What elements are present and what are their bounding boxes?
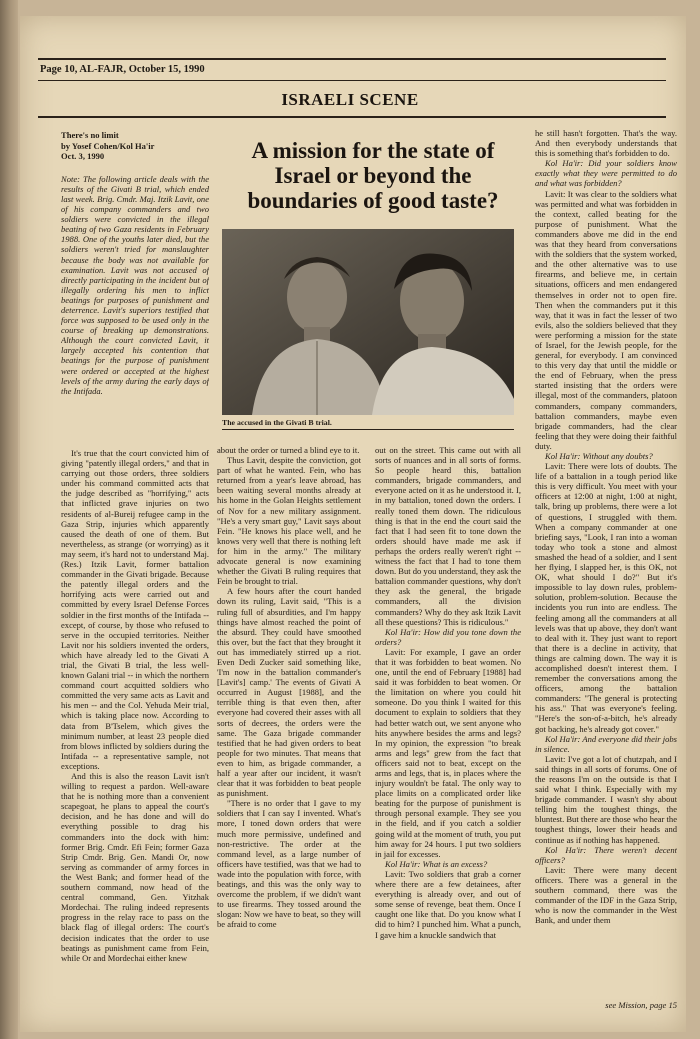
interview-question: Kol Ha'ir: How did you tone down the orders? <box>375 626 521 647</box>
top-rule <box>38 58 666 60</box>
interview-question: Kol Ha'ir: Did your soldiers know exactly what they were permitted to do and what was forbidden? <box>535 158 677 189</box>
interview-question: Kol Ha'ir: There weren't decent officers? <box>535 844 677 865</box>
continued-jump-line: see Mission, page 15 <box>605 1000 677 1010</box>
interview-answer: Lavit: There were many decent officers. There was a general in the southern command, there was the commander of the IDF in the Gaza Strip, who is now the commander in the West Bank, and under them <box>535 864 677 926</box>
interview-question: Kol Ha'ir: What is an excess? <box>385 858 488 869</box>
body-paragraph: out on the street. This came out with all sorts of nuances and in all sorts of forms. So people heard this, battalion commanders, brigade commanders, and everyone acted on it as he understood it. I, in my battalion, toned down the orders. I really toned them down. The ridiculous thing is that in the end the court said the fact that I had seen fit to tone down the orders should have made me ask if perhaps the orders really weren't right -- witness the fact that I had to tone them down. But do you understand, they ask the battalion commander questions, why don't they ask the general, the brigade commanders, all the division commanders? Why do they ask Itzik Lavit all these questions? This is ridiculous." <box>375 445 521 627</box>
interview-answer: Lavit: It was clear to the soldiers what was permitted and what was forbidden in the context, called beating for the purpose of punishment. What the commanders above me did in the end was that they heard from conversations with the soldiers that the system worked, and the other alternative was to use firearms, and believe me, in certain situations, officers and men endangered themselves in order not to open fire. Then when the commanders put it this way, that it was in fact the lesser of two evils, also the soldiers believed that they were performing a mission for the state of Israel, for the Jewish people, for the general, for everybody. I am convinced to this very day that until the middle or the end of February, when the press started insisting that the orders were illegal, most of the commanders, platoon commanders, company commanders, battalion commanders, maybe even brigade commanders, had the clear feeling that they were doing their faithful duty. <box>535 188 677 451</box>
body-column-4 <box>535 128 677 1000</box>
body-paragraph: "There is no order that I gave to my soldiers that I can say I invented. What's more, I toned down orders that were much more permissive, undefined and non-restrictive. The order at the command level, as a large number of officers have testified, was that we had to wade into the population with force, with beatings, and this was the only way to overcome the problem, if we didn't want to use firearms. They tossed around the slogan: Now we have to beat, so they will be afraid to come <box>217 798 361 930</box>
interview-question: Kol Ha'ir: And everyone did their jobs in silence. <box>535 733 677 754</box>
interview-answer: Lavit: I've got a lot of chutzpah, and I said things in all sorts of forums. One of the reasons I'm on the outside is that I said what I think. Especially with my brigade commander. I wasn't shy about telling him the toughest things, the bluntest. But there are those who hear the toughest things, lower their heads and continue as if nothing has happened. <box>535 753 677 845</box>
byline-date: Oct. 3, 1990 <box>61 151 105 162</box>
intro-column <box>61 130 209 438</box>
body-column-1 <box>61 448 209 1010</box>
editor-note: Note: The following article deals with the results of the Givati B trial, which ended last week. Brig. Cmdr. Maj. Itzik Lavit, one of his company commanders and two soldiers were convicted in the illegal beating of two Gaza residents in February 1988. One of the youths later died, but the soldiers weren't tried for manslaughter because the body was not available for examination. Lavit was not accused of directly participating in the incident but of illegally ordering his men to inflict beatings for purposes of punishment and deterrence. Lavit's superiors testified that force was supposed to be used only in the course of breaking up demonstrations. Although the court convicted Lavit, it largely accepted his contention that beatings for the purpose of punishment were ordered or accepted at the highest levels of the army during the early days of the Intifada. <box>61 173 209 396</box>
headline: A mission for the state of Israel or beyond the boundaries of good taste? <box>247 138 499 213</box>
body-column-3 <box>375 445 521 1010</box>
interview-answer: Lavit: There were lots of doubts. The life of a battalion in a tough period like this is very difficult. You meet with your officers at 12:00 at night, 1:00 at night, talk, bring up problems, there were a lot of questions, I struggled with them. When a company commander at one briefing says, "Look, I ran into a woman today who took a stone and almost smashed the head of a soldier, and I sent her flying, I slapped her, is this OK, not OK, what should I do?" But it's impossible to lay down rules, problem-solution, problem-solution. Because the incidents you run into are endless. The feeling among all the commanders at all levels was that up above, they don't want to deal with it. They just want to report that there is a decline in activity, that things are calming down. The way it is accomplished doesn't interest them. I remember the conversations among the officers, among the battalion commanders: "The general is protecting his ass." That was everyone's feeling. "Here's the son-of-a-bitch, he's already got backing, he's already got cover." <box>535 461 677 734</box>
caption-rule <box>222 429 514 430</box>
header-rule <box>38 80 666 81</box>
interview-answer: Lavit: For example, I gave an order that it was forbidden to beat women. No one, until the end of February [1988] had said it was forbidden to beat women. Or the limitation on where you could hit someone. Do you think I waited for this document to explain to soldiers that they had better watch out, we sent anyone who hits anywhere besides the arms and legs? In my opinion, the expression "to break arms and legs" grew from the fact that officers said not to beat, except on the arms and legs, that is, in places where the injury wouldn't be fatal. The only way to place limits on a complicated order like beating for the purpose of punishment is through personal example. They see you in the field, and if you catch a soldier going wild at the moment of truth, you put him away for 24 hours. I put two soldiers in jail for excesses. <box>375 646 521 859</box>
body-paragraph: A few hours after the court handed down its ruling, Lavit said, "This is a ruling full of absurdities, and I'm happy things have almost reached the point of the absurd. They could have smoothed this over, but the fact that they brought it out has immediately stirred up a riot. Even Dedi Zucker said something like, 'I'm now in the battalion commander's [Lavit's] camp.' The events of Givati A occurred in August [1988], and the terrible thing is that even then, after everyone had covered their asses with all sorts of decrees, the orders were the same. The Gaza brigade commander testified that he had given orders to beat people for two minutes. That means that even to him, as brigade commander, a half a year after our incident, it wasn't clear that it was forbidden to beat people as punishment. <box>217 586 361 799</box>
page-header: Page 10, AL-FAJR, October 15, 1990 <box>40 64 205 75</box>
photo-caption: The accused in the Givati B trial. <box>222 418 332 427</box>
byline-author: by Yosef Cohen/Kol Ha'ir <box>61 140 155 151</box>
body-column-2 <box>217 445 361 1010</box>
body-paragraph: It's true that the court convicted him of giving "patently illegal orders," and that in carrying out those orders, three soldiers under his command committed acts that the judge described as "horrifying," acts that inflicted grave injuries on two residents of al-Bureij refugee camp in the Gaza Strip, injuries which apparently caused the death of one of them. But nevertheless, as strange (or worrying) as it may seem, it's hard not to understand Maj. (Res.) Itzik Lavit, former battalion commander in the Givati brigade. Because the patently illegal orders and the horrifying acts were carried out and committed by every Israel Defense Forces soldier in the first months of the Intifada -- except, of course, by those who refused to serve in the occupied territories. Neither Lavit nor his soldiers invented the orders, which have already led to the Givati A trial, the Givati B trial, the less well-known Galani trial -- in which the northern command court acquitted soldiers who committed the very same acts as Lavit and his men -- and the Col. Yehuda Meir trial, which is taking place now. According to data from B'Tselem, which gives the minimum number, at least 23 people died from blows inflicted by soldiers during the Intifada -- a representative sample, not exceptions. <box>61 448 209 771</box>
section-title: ISRAELI SCENE <box>281 90 419 109</box>
body-paragraph: And this is also the reason Lavit isn't willing to request a pardon. Well-aware that he is nothing more than a convenient scapegoat, he plans to appeal the court's decision, and he has done and will do everything possible to drag his commanders into the dock with him: former Brig. Cmdr. Efi Fein; former Gaza Strip Cmdr. Brig. Gen. Mandi Or, now serving as commander of army forces in the West Bank; and former head of the southern command, now head of the central command, Gen. Yitzhak Mordechai. The ruling indeed represents progress in the relay race to pass on the black flag of illegal orders: The court's decision indicates that the order to use beatings as punishment came from Fein, while Or and Mordechai either knew <box>61 771 209 963</box>
body-paragraph: Thus Lavit, despite the conviction, got part of what he wanted. Fein, who has returned from a year's leave abroad, has been waiting several months already at his home in the Golan Heights settlement of Nov for a new military assignment. "He's a very smart guy," Lavit says about Fein. "He knows his place well, and he knows very well that there is nothing left for him in the army." The military advocate general is now examining whether the Givati B ruling requires that Fein be brought to trial. <box>217 455 361 587</box>
section-rule <box>38 116 666 118</box>
binding-edge <box>0 0 18 1039</box>
trial-photo <box>222 229 514 415</box>
interview-answer: Lavit: Two soldiers that grab a corner where there are a few detainees, after everything is already over, and out of some sense of revenge, beat them. Once I caught one like that. Do you know what I did to him? I punched him. What a punch, I gave him a knuckle sandwich that <box>375 868 521 940</box>
photo-illustration <box>222 229 514 415</box>
byline-kicker: There's no limit <box>61 130 119 140</box>
body-paragraph: he still hasn't forgotten. That's the way. And then everybody understands that this is something that's forbidden to do. <box>535 128 677 159</box>
body-paragraph: about the order or turned a blind eye to it. <box>217 445 360 455</box>
interview-question: Kol Ha'ir: Without any doubts? <box>545 451 653 461</box>
